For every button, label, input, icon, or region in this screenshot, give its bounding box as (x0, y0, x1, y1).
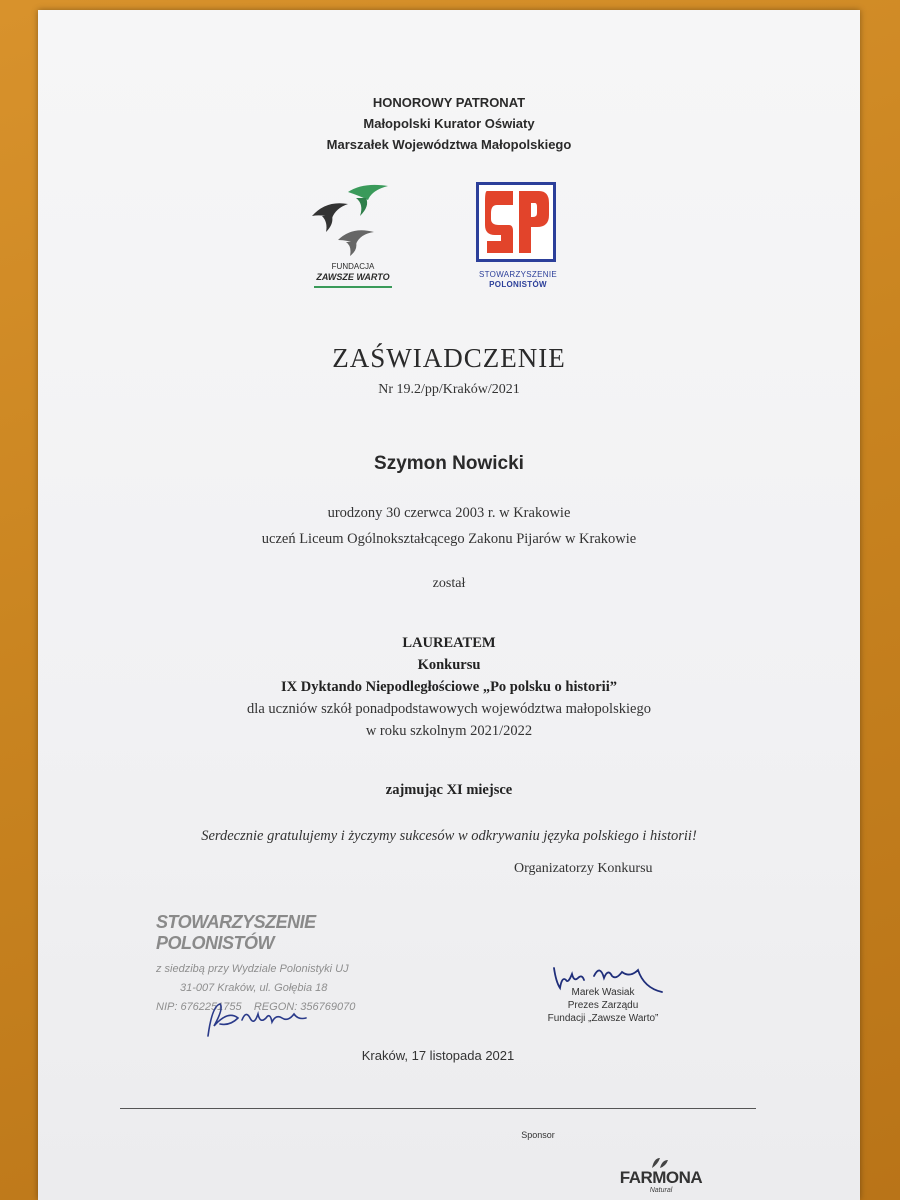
farmona-logo (616, 1156, 706, 1200)
foundation-label-2: ZAWSZE WARTO (316, 272, 390, 282)
stamp-line-1: z siedzibą przy Wydziale Polonistyki UJ (156, 963, 349, 975)
laureate-word: LAUREATEM (402, 635, 496, 651)
foundation-label-1: FUNDACJA (331, 262, 375, 271)
recipient-details (38, 500, 860, 552)
stamp-title: STOWARZYSZENIE POLONISTÓW (156, 912, 316, 953)
association-label-2: POLONISTÓW (489, 280, 547, 289)
association-logo (470, 182, 560, 292)
stamp-line-2: 31-007 Kraków, ul. Gołębia 18 (180, 982, 328, 994)
signatory-name: Marek Wasiak (571, 987, 635, 998)
foundation-logo (308, 182, 398, 292)
sponsor-subtitle: Natural (649, 1187, 673, 1194)
recipient-name: Szymon Nowicki (374, 453, 524, 474)
signatory-role: Prezes Zarządu (567, 1000, 639, 1011)
sp-logo-icon (476, 182, 556, 262)
left-signature-icon (198, 996, 318, 1040)
contest-block (38, 657, 860, 742)
congratulations-text: Serdecznie gratulujemy i życzymy sukcesów w odkrywaniu języka polskiego i historii! (201, 828, 697, 844)
sponsor-label: Sponsor (521, 1130, 555, 1140)
contest-school-year: w roku szkolnym 2021/2022 (365, 723, 533, 739)
contest-audience: dla uczniów szkół ponadpodstawowych województwa małopolskiego (247, 701, 651, 717)
signatory-org: Fundacji „Zawsze Warto” (547, 1013, 659, 1024)
patronage-line-2: Marszałek Województwa Małopolskiego (326, 137, 572, 152)
certificate-page (38, 10, 860, 1200)
foundation-underline (314, 286, 392, 288)
sponsor-name: FARMONA (619, 1168, 703, 1187)
certificate-number: Nr 19.2/pp/Kraków/2021 (378, 382, 520, 397)
signatory-block (528, 986, 678, 1025)
patronage-heading: HONOROWY PATRONAT (372, 95, 526, 110)
patronage-line-1: Małopolski Kurator Oświaty (363, 116, 535, 131)
placement: zajmując XI miejsce (385, 782, 513, 798)
became-text: został (432, 576, 466, 591)
school-info: uczeń Liceum Ogólnokształcącego Zakonu Pijarów w Krakowie (261, 531, 637, 547)
certificate-title: ZAŚWIADCZENIE (332, 343, 566, 373)
footer-divider (120, 1108, 756, 1109)
contest-word: Konkursu (417, 657, 481, 673)
laureate-heading (38, 632, 860, 654)
stamp-line-3: NIP: 6762251755 REGON: 356769070 (156, 1001, 356, 1013)
honorary-patronage (38, 92, 860, 155)
swallows-logo-icon (308, 182, 398, 260)
birth-info: urodzony 30 czerwca 2003 r. w Krakowie (327, 505, 571, 521)
organizers-label: Organizatorzy Konkursu (514, 861, 653, 876)
place-and-date: Kraków, 17 listopada 2021 (361, 1048, 515, 1063)
contest-name: IX Dyktando Niepodległościowe „Po polsku o historii” (281, 679, 617, 695)
association-label-1: STOWARZYSZENIE (479, 270, 557, 279)
